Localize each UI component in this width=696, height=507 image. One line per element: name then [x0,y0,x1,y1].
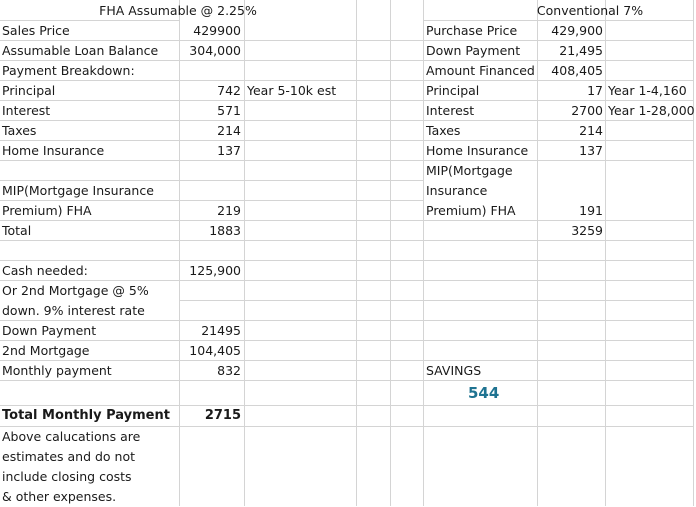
conv-principal-note: Year 1-4,160 [608,83,687,98]
disclaimer-line-2: estimates and do not [2,449,136,464]
conv-down-payment-label: Down Payment [426,43,521,58]
fha-total-label: Total [2,223,32,238]
fha-title: FHA Assumable @ 2.25% [99,3,257,18]
conv-taxes-label: Taxes [426,123,461,138]
savings-value: 544 [468,384,500,402]
fha-cash-needed-label: Cash needed: [2,263,88,278]
fha-mip-label-1: MIP(Mortgage Insurance [2,183,154,198]
fha-taxes: 214 [217,123,241,138]
conv-interest-label: Interest [426,103,475,118]
conv-purchase-price: 429,900 [551,23,603,38]
conv-down-payment: 21,495 [559,43,603,58]
fha-total-monthly: 2715 [204,408,241,423]
fha-mip: 219 [217,203,241,218]
fha-sales-price-label: Sales Price [2,23,70,38]
fha-loan-balance: 304,000 [189,43,241,58]
conv-mip: 191 [579,203,603,218]
fha-breakdown-label: Payment Breakdown: [2,63,135,78]
conv-principal: 17 [587,83,603,98]
conv-taxes: 214 [579,123,603,138]
conv-mip-label-1: MIP(Mortgage [426,163,513,178]
fha-monthly-payment-label: Monthly payment [2,363,112,378]
fha-principal-label: Principal [2,83,56,98]
conv-total: 3259 [571,223,603,238]
conventional-title: Conventional 7% [536,3,644,18]
fha-interest-label: Interest [2,103,51,118]
conv-principal-label: Principal [426,83,480,98]
fha-interest: 571 [217,103,241,118]
conv-interest-note: Year 1-28,000 [608,103,695,118]
fha-taxes-label: Taxes [2,123,37,138]
conv-mip-label-2: Insurance [426,183,488,198]
fha-second-mortgage-label: 2nd Mortgage [2,343,90,358]
conv-interest: 2700 [571,103,603,118]
conv-purchase-price-label: Purchase Price [426,23,518,38]
fha-loan-balance-label: Assumable Loan Balance [2,43,159,58]
conv-amount-financed: 408,405 [551,63,603,78]
disclaimer-line-4: & other expenses. [2,489,117,504]
fha-sales-price: 429900 [193,23,241,38]
fha-total-monthly-label: Total Monthly Payment [2,408,170,423]
fha-insurance: 137 [217,143,241,158]
disclaimer-line-3: include closing costs [2,469,132,484]
fha-insurance-label: Home Insurance [2,143,105,158]
disclaimer-line-1: Above calucations are [2,429,141,444]
fha-cash-needed: 125,900 [189,263,241,278]
fha-second-mortgage-note-1: Or 2nd Mortgage @ 5% [2,283,149,298]
conv-insurance-label: Home Insurance [426,143,529,158]
fha-second-mortgage: 104,405 [189,343,241,358]
conv-insurance: 137 [579,143,603,158]
fha-total: 1883 [209,223,241,238]
conv-mip-label-3: Premium) FHA [426,203,516,218]
savings-label: SAVINGS [426,363,482,378]
fha-principal: 742 [217,83,241,98]
fha-monthly-payment: 832 [217,363,241,378]
fha-down-payment-label: Down Payment [2,323,97,338]
fha-mip-label-2: Premium) FHA [2,203,92,218]
conv-amount-financed-label: Amount Financed [426,63,535,78]
fha-second-mortgage-note-2: down. 9% interest rate [2,303,145,318]
fha-principal-note: Year 5-10k est [247,83,337,98]
fha-down-payment: 21495 [201,323,241,338]
